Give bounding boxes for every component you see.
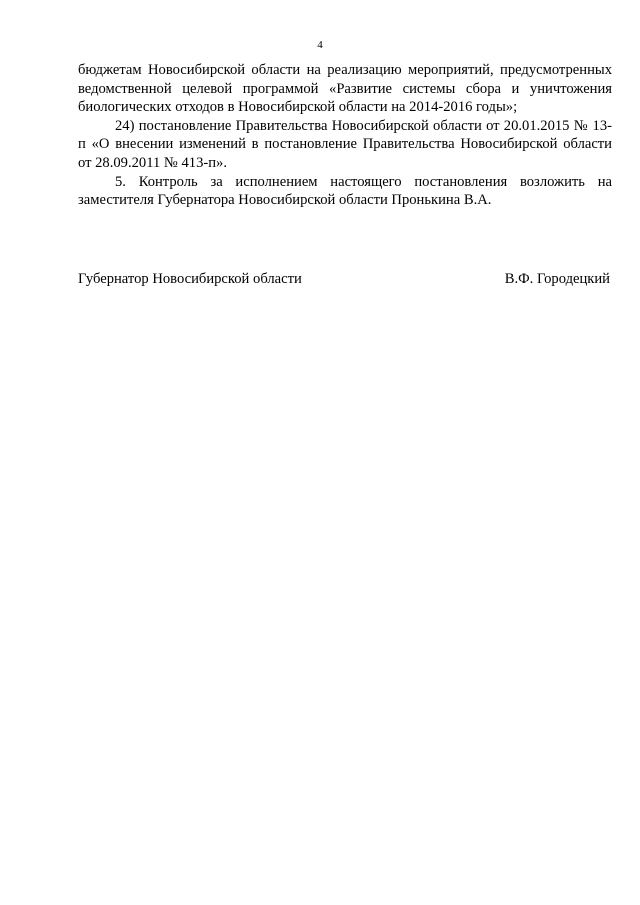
document-body [78, 61, 612, 210]
page-number: 4 [317, 39, 323, 51]
signature-block [78, 270, 610, 288]
paragraph-item-5-control: 5. Контроль за исполнением настоящего постановления возложить на заместителя Губернатора Новосибирской области Пронькина В.А. [78, 173, 612, 209]
paragraph-budget-continuation: бюджетам Новосибирской области на реализацию мероприятий, предусмотренных ведомственной целевой программой «Развитие системы сбора и уничтожения биологических отходов в Новосибирской области на 2014-2016 годы»; [78, 62, 612, 116]
paragraph-item-24: 24) постановление Правительства Новосибирской области от 20.01.2015 № 13-п «О внесении изменений в постановление Правительства Новосибирской области от 28.09.2011 № 413-п». [78, 117, 612, 171]
signatory-position: Губернатор Новосибирской области [78, 271, 302, 287]
signatory-name: В.Ф. Городецкий [504, 271, 610, 287]
